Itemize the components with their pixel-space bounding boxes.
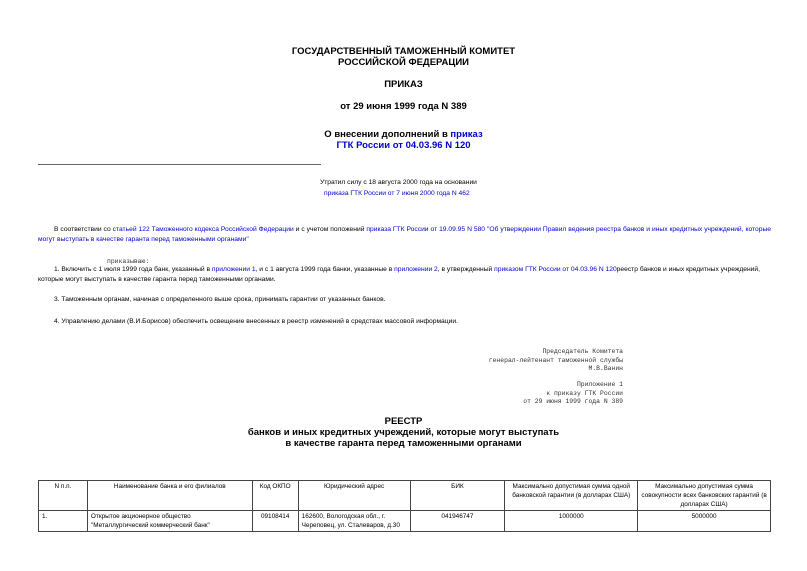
- col-header-address: Юридический адрес: [298, 481, 410, 511]
- doc-type: ПРИКАЗ: [384, 79, 423, 90]
- cell-okpo: 09108414: [252, 511, 298, 532]
- preamble-text1: В соответствии со: [54, 226, 113, 233]
- cell-bank-name: Открытое акционерное общество "Металлургический коммерческий банк": [87, 511, 252, 532]
- order-120-link[interactable]: приказ: [450, 129, 483, 140]
- table-header-row: [39, 481, 771, 511]
- col-header-okpo: Код ОКПО: [252, 481, 298, 511]
- cell-bik: 041946747: [410, 511, 505, 532]
- registry-subtitle-1: банков и иных кредитных учреждений, которые могут выступать: [247, 427, 560, 438]
- status-text: Утратил силу с 18 августа 2000 года на основании: [320, 179, 477, 186]
- order-580-link[interactable]: приказа ГТК России от 19.09.95 N 580 "Об утверждении Правил ведения реестра банков и иных кредитных учреждений, которые могут выступать в качестве гаранта перед таможенными органами": [38, 226, 772, 243]
- item1-text-d: реестр банков и иных кредитных учреждений, которые могут выступать в качестве гаранта перед таможенными органами.: [38, 266, 760, 283]
- cell-max-single: 1000000: [505, 511, 638, 532]
- doc-date-number: от 29 июня 1999 года N 389: [340, 101, 467, 112]
- cell-number: 1.: [39, 511, 88, 532]
- item1-text-b: , и с 1 августа 1999 года банки, указанные в: [255, 266, 395, 273]
- item1-text-a: 1. Включить с 1 июля 1999 года банк, указанный в: [54, 266, 212, 273]
- order-120-link-line2[interactable]: ГТК России от 04.03.96 N 120: [336, 140, 471, 151]
- org-name-line1: ГОСУДАРСТВЕННЫЙ ТАМОЖЕННЫЙ КОМИТЕТ: [291, 46, 516, 57]
- customs-code-link[interactable]: статьей 122 Таможенного кодекса Российской Федерации: [112, 226, 294, 233]
- item-3: 3. Таможенным органам, начиная с определенного выше срока, принимать гарантии от указанных банков.: [54, 296, 386, 303]
- item-4: 4. Управлению делами (В.И.Борисов) обеспечить освещение внесенных в реестр изменений в средствах массовой информации.: [54, 318, 458, 325]
- registry-subtitle-2: в качестве гаранта перед таможенными органами: [285, 438, 522, 449]
- item-1: [38, 265, 771, 285]
- preamble: [38, 225, 771, 245]
- order-120-ref-link[interactable]: приказом ГТК России от 04.03.96 N 120: [494, 266, 617, 273]
- item1-text-c: , в утвержденный: [437, 266, 495, 273]
- org-name-line2: РОССИЙСКОЙ ФЕДЕРАЦИИ: [337, 57, 469, 68]
- appendix-order-ref: к приказу ГТК России: [546, 389, 623, 397]
- ordered-word: приказываю:: [107, 258, 150, 265]
- signature-block: [489, 348, 623, 374]
- signature-position: Председатель Комитета: [542, 348, 623, 355]
- registry-title: РЕЕСТР: [384, 416, 423, 427]
- col-header-max-single: Максимально допустимая сумма одной банковской гарантии (в долларах США): [505, 481, 638, 511]
- col-header-bik: БИК: [410, 481, 505, 511]
- doc-title-prefix: О внесении дополнений в: [324, 129, 451, 140]
- appendix-date: от 29 июня 1999 года N 389: [523, 398, 623, 406]
- appendix-2-link[interactable]: приложении 2: [394, 266, 438, 273]
- registry-table: [38, 480, 771, 532]
- doc-title-line1: [0, 129, 807, 140]
- col-header-bank-name: Наименование банка и его филиалов: [87, 481, 252, 511]
- signature-rank: генерал-лейтенант таможенной службы: [488, 356, 623, 364]
- table-row: [39, 511, 771, 532]
- cell-address: 162600, Вологодская обл., г. Череповец, ул. Сталеваров, д.30: [298, 511, 410, 532]
- divider: [38, 164, 321, 165]
- preamble-text2: и с учетом положений: [293, 226, 367, 233]
- col-header-number: N п.п.: [39, 481, 88, 511]
- appendix-block: [523, 381, 623, 407]
- appendix-label: Приложение 1: [576, 381, 623, 388]
- doc-title-line2: [0, 140, 807, 151]
- appendix-1-link[interactable]: приложении 1: [211, 266, 256, 273]
- signature-name: М.В.Ванин: [588, 365, 623, 373]
- status-link[interactable]: приказа ГТК России от 7 июня 2000 года N 462: [324, 190, 470, 197]
- col-header-max-total: Максимально допустимая сумма совокупности всех банковских гарантий (в долларах США): [638, 481, 771, 511]
- cell-max-total: 5000000: [638, 511, 771, 532]
